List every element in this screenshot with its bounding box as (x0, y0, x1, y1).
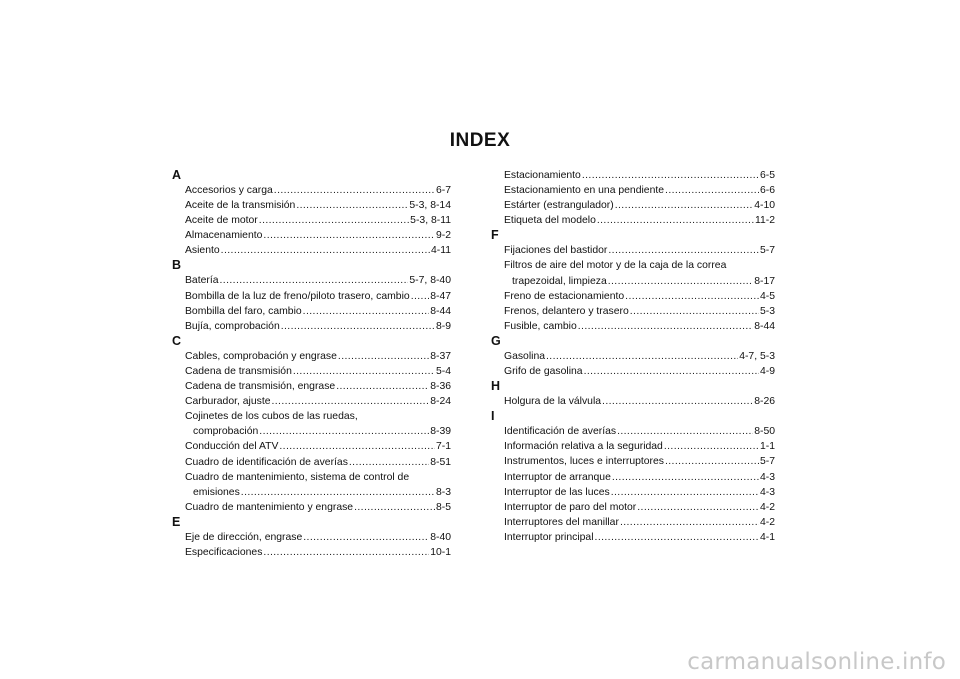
entry-text: Almacenamiento (185, 230, 263, 242)
section-letter: B (172, 258, 182, 273)
page-reference: 8-36 (430, 381, 451, 393)
index-entry-line (504, 394, 775, 409)
page-reference: 4-2 (759, 516, 775, 528)
entry-text: Eje de dirección, engrase (185, 531, 303, 543)
page-reference: 8-40 (430, 531, 451, 543)
dot-leader (597, 213, 754, 228)
entry-text: Cuadro de identificación de averías (185, 456, 348, 468)
index-entry-line (185, 183, 451, 198)
index-entry-line (185, 545, 451, 560)
index-entry (494, 424, 775, 439)
entry-text: Información relativa a la seguridad (504, 441, 663, 453)
dot-leader (349, 455, 429, 470)
entry-text: Fusible, cambio (504, 320, 577, 332)
dot-leader (611, 485, 759, 500)
entry-text: Cuadro de mantenimiento y engrase (185, 501, 354, 513)
page-reference: 8-24 (430, 396, 451, 408)
entry-text: Asiento (185, 245, 220, 257)
dot-leader (582, 168, 759, 183)
index-entry (175, 545, 451, 560)
index-entry (494, 258, 775, 288)
page-reference: 9-2 (435, 230, 451, 242)
index-entry-line (185, 470, 451, 485)
index-entry (175, 409, 451, 439)
index-entry (175, 228, 451, 243)
index-entry (494, 243, 775, 258)
index-entry (175, 243, 451, 258)
index-entry (175, 183, 451, 198)
section-letter: E (172, 514, 181, 529)
section-letter: H (491, 379, 501, 394)
page-reference: 8-5 (435, 501, 451, 513)
page-reference: 6-5 (759, 170, 775, 181)
index-entry-line (185, 485, 451, 500)
index-entry (175, 304, 451, 319)
dot-leader (279, 439, 435, 454)
index-entry (175, 213, 451, 228)
dot-leader (546, 349, 738, 364)
page-reference: 4-9 (759, 366, 775, 378)
index-entry-line (185, 349, 451, 364)
dot-leader (271, 394, 429, 409)
dot-leader (220, 273, 409, 288)
index-column-right (491, 168, 775, 545)
dot-leader (338, 349, 429, 364)
entry-text: Holgura de la válvula (504, 396, 602, 408)
dot-leader (411, 289, 430, 304)
index-entry (494, 454, 775, 469)
dot-leader (602, 394, 753, 409)
index-entry (494, 198, 775, 213)
dot-leader (595, 530, 759, 545)
index-entry-line (185, 455, 451, 470)
entry-text: Aceite de motor (185, 215, 258, 227)
page-reference: 10-1 (430, 546, 451, 558)
entry-text: Cuadro de mantenimiento, sistema de control de (185, 471, 410, 483)
index-entry-line (504, 243, 775, 258)
index-entry-line (185, 364, 451, 379)
page-reference: 1-1 (759, 441, 775, 453)
dot-leader (303, 530, 429, 545)
page-reference: 8-3 (435, 486, 451, 498)
index-entry (175, 530, 451, 545)
dot-leader (665, 183, 759, 198)
entry-text: Interruptor de paro del motor (504, 501, 637, 513)
page-reference: 5-3, 8-14 (409, 200, 451, 212)
index-entry-line (504, 258, 775, 273)
entry-text: Frenos, delantero y trasero (504, 305, 629, 317)
entry-text: Especificaciones (185, 546, 263, 558)
page-reference: 5-7 (759, 245, 775, 257)
dot-leader (263, 228, 435, 243)
index-entry (494, 349, 775, 364)
index-entry (175, 273, 451, 288)
dot-leader (625, 289, 759, 304)
entry-text: Cadena de transmisión (185, 365, 292, 377)
index-entry (175, 379, 451, 394)
index-entry-line (185, 304, 451, 319)
dot-leader (241, 485, 435, 500)
section-letter: C (172, 333, 182, 348)
entry-text: Freno de estacionamiento (504, 290, 625, 302)
entry-text: Interruptor de las luces (504, 486, 610, 498)
index-entry (494, 168, 775, 183)
entry-text: Conducción del ATV (185, 441, 279, 453)
index-column-left (172, 168, 451, 560)
index-entry (175, 455, 451, 470)
entry-text: Batería (185, 275, 219, 287)
page-reference: 4-7, 5-3 (739, 350, 775, 362)
dot-leader (608, 243, 759, 258)
index-entry-line (185, 530, 451, 545)
section-letter: G (491, 333, 501, 348)
index-entry-line (504, 198, 775, 213)
index-entry (494, 289, 775, 304)
index-entry-line (504, 319, 775, 334)
dot-leader (664, 439, 759, 454)
page-reference: 8-51 (430, 456, 451, 468)
index-entry-line (185, 243, 451, 258)
index-entry (175, 470, 451, 500)
index-entry (175, 394, 451, 409)
page-reference: 4-2 (759, 501, 775, 513)
index-entry-line (185, 394, 451, 409)
index-entry-line (504, 515, 775, 530)
index-title: INDEX (449, 130, 511, 151)
index-entry (494, 530, 775, 545)
index-entry (175, 439, 451, 454)
entry-text: Interruptor principal (504, 531, 594, 543)
entry-text: trapezoidal, limpieza (512, 275, 607, 287)
index-entry (175, 500, 451, 515)
page-reference: 5-3, 8-11 (410, 215, 451, 227)
index-entry-line (504, 274, 775, 289)
entry-text: Cables, comprobación y engrase (185, 350, 337, 362)
index-entry-line (504, 289, 775, 304)
dot-leader (281, 319, 435, 334)
index-entry-line (504, 530, 775, 545)
entry-text: Bujía, comprobación (185, 320, 280, 332)
page-reference: 8-9 (435, 320, 451, 332)
page-reference: 7-1 (435, 441, 451, 453)
index-entry (175, 349, 451, 364)
index-entry (494, 485, 775, 500)
index-entry (494, 500, 775, 515)
dot-leader (259, 213, 409, 228)
index-entry-line (504, 439, 775, 454)
index-entry-line (185, 409, 451, 424)
index-entry-line (185, 213, 451, 228)
entry-text: Bombilla de la luz de freno/piloto trasero, cambio (185, 290, 410, 302)
dot-leader (354, 500, 435, 515)
page-reference: 4-3 (759, 486, 775, 498)
page-reference: 5-7, 8-40 (409, 275, 451, 287)
entry-text: Cadena de transmisión, engrase (185, 381, 336, 393)
page-reference: 8-26 (754, 396, 775, 408)
entry-text: Grifo de gasolina (504, 366, 583, 378)
index-entry (175, 364, 451, 379)
entry-text: Estárter (estrangulador) (504, 200, 614, 212)
entry-text: Accesorios y carga (185, 185, 273, 196)
entry-text: Gasolina (504, 350, 546, 362)
page-reference: 8-44 (754, 320, 775, 332)
dot-leader (637, 500, 759, 515)
section-letter: F (491, 228, 499, 243)
index-entry-line (504, 168, 775, 183)
entry-text: Aceite de la transmisión (185, 200, 296, 212)
page-reference: 11-2 (754, 215, 775, 227)
entry-text: Instrumentos, luces e interruptores (504, 456, 664, 468)
entry-text: Bombilla del faro, cambio (185, 305, 302, 317)
dot-leader (259, 424, 429, 439)
page-reference: 6-7 (435, 185, 451, 196)
entry-text: Estacionamiento en una pendiente (504, 185, 665, 197)
page-reference: 5-3 (759, 305, 775, 317)
page-reference: 8-47 (430, 290, 451, 302)
entry-text: comprobación (193, 426, 259, 438)
dot-leader (630, 304, 759, 319)
dot-leader (620, 515, 759, 530)
section-letter: I (491, 409, 495, 424)
index-entry-line (185, 439, 451, 454)
entry-text: Estacionamiento (504, 170, 581, 181)
page-reference: 8-17 (754, 275, 775, 287)
page-reference: 8-50 (754, 426, 775, 438)
index-entry (494, 364, 775, 379)
dot-leader (303, 304, 430, 319)
page-reference: 4-5 (759, 290, 775, 302)
entry-text: Carburador, ajuste (185, 396, 271, 408)
dot-leader (578, 319, 753, 334)
dot-leader (612, 470, 759, 485)
index-entry-line (185, 424, 451, 439)
section-letter: A (172, 168, 182, 182)
index-entry-line (504, 424, 775, 439)
dot-leader (263, 545, 429, 560)
dot-leader (584, 364, 759, 379)
index-entry-line (185, 228, 451, 243)
index-entry-line (504, 364, 775, 379)
index-entry (494, 213, 775, 228)
page-reference: 4-1 (759, 531, 775, 543)
index-entry-line (504, 500, 775, 515)
page-reference: 8-37 (430, 350, 451, 362)
index-entry-line (504, 213, 775, 228)
index-entry-line (504, 454, 775, 469)
index-entry (494, 515, 775, 530)
page-reference: 8-44 (430, 305, 451, 317)
index-entry (494, 304, 775, 319)
dot-leader (221, 243, 430, 258)
index-entry (494, 470, 775, 485)
entry-text: Cojinetes de los cubos de las ruedas, (185, 411, 358, 423)
index-entry-line (185, 379, 451, 394)
entry-text: emisiones (193, 486, 240, 498)
index-entry-line (504, 349, 775, 364)
index-entry-line (504, 485, 775, 500)
index-entry-line (185, 319, 451, 334)
entry-text: Filtros de aire del motor y de la caja de la correa (504, 260, 727, 272)
dot-leader (274, 183, 435, 198)
index-entry (494, 183, 775, 198)
page-reference: 5-4 (435, 365, 451, 377)
entry-text: Interruptores del manillar (504, 516, 619, 528)
dot-leader (336, 379, 429, 394)
index-entry-line (185, 198, 451, 213)
entry-text: Fijaciones del bastidor (504, 245, 608, 257)
index-entry (175, 289, 451, 304)
page-reference: 4-3 (759, 471, 775, 483)
watermark: carmanualsonline.info (687, 649, 946, 675)
index-entry (494, 394, 775, 409)
dot-leader (615, 198, 753, 213)
page-reference: 4-10 (754, 200, 775, 212)
entry-text: Identificación de averías (504, 426, 617, 438)
dot-leader (665, 454, 759, 469)
index-entry (494, 439, 775, 454)
index-entry-line (504, 304, 775, 319)
index-entry (494, 319, 775, 334)
index-entry (175, 198, 451, 213)
index-entry-line (504, 470, 775, 485)
page-reference: 4-11 (430, 245, 451, 257)
dot-leader (608, 274, 753, 289)
entry-text: Interruptor de arranque (504, 471, 611, 483)
index-entry-line (185, 273, 451, 288)
index-entry (175, 319, 451, 334)
index-entry-line (185, 289, 451, 304)
page-reference: 5-7 (759, 456, 775, 468)
dot-leader (617, 424, 753, 439)
dot-leader (296, 198, 408, 213)
index-entry-line (504, 183, 775, 198)
dot-leader (293, 364, 435, 379)
entry-text: Etiqueta del modelo (504, 215, 596, 227)
index-entry-line (185, 500, 451, 515)
page-reference: 8-39 (430, 426, 451, 438)
page-reference: 6-6 (759, 185, 775, 197)
